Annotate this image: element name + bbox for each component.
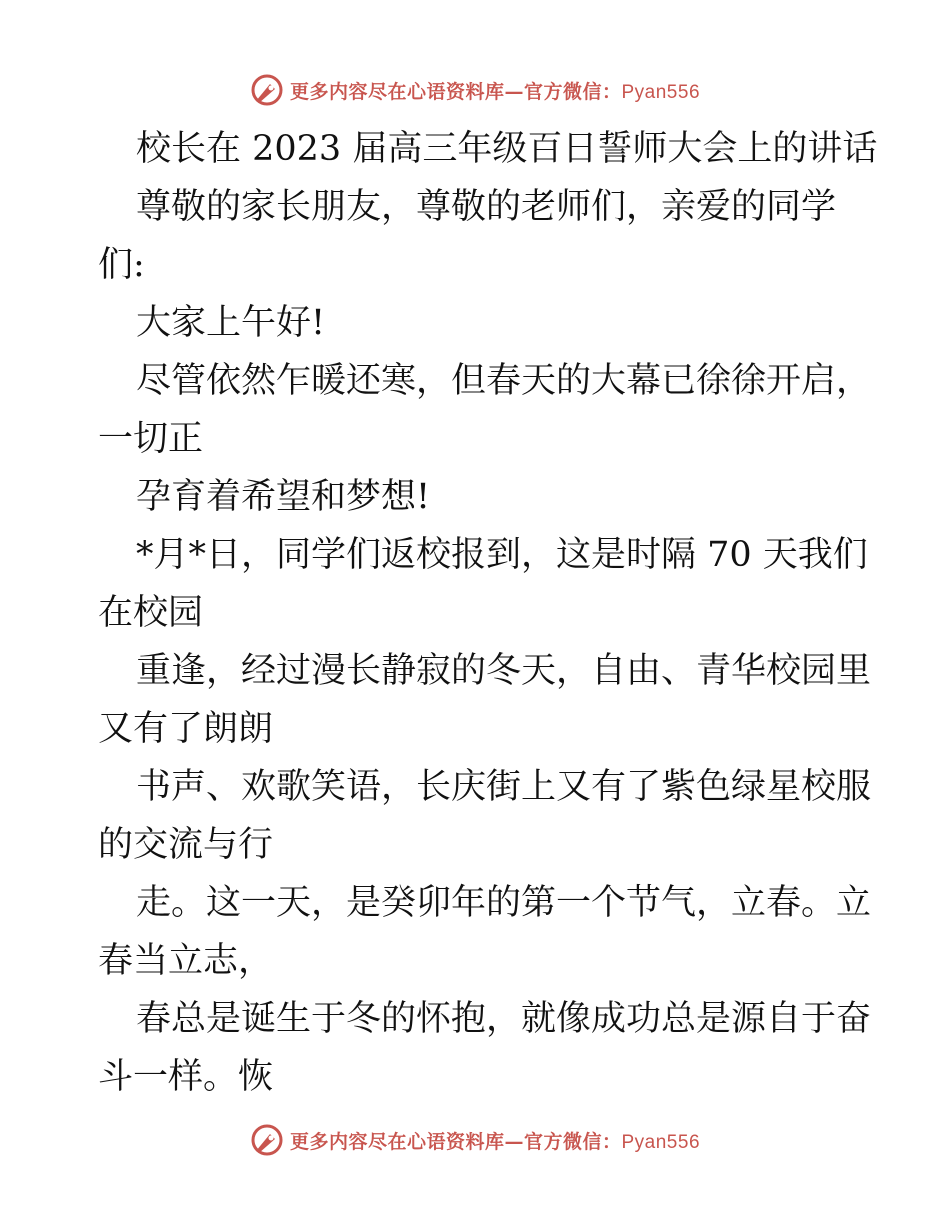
- text-line: 斗一样。恢: [98, 1057, 274, 1097]
- text-line: 的交流与行: [98, 825, 274, 865]
- footer-promo: [290, 1127, 700, 1154]
- text-line: 走。这一天，是癸卯年的第一个节气，立春。立: [136, 883, 872, 923]
- header-banner: [0, 72, 950, 108]
- document-title: 校长在 2023 届高三年级百日誓师大会上的讲话: [136, 129, 878, 169]
- text-line: 大家上午好!: [136, 303, 326, 343]
- header-account: Pyan556: [621, 81, 701, 103]
- pen-nib-logo-icon: [250, 73, 284, 107]
- text-line: 春总是诞生于冬的怀抱，就像成功总是源自于奋: [136, 999, 872, 1039]
- text-line: 重逢，经过漫长静寂的冬天，自由、青华校园里: [136, 651, 872, 691]
- footer-promo-text: 更多内容尽在心语资料库—官方微信：: [289, 1130, 622, 1153]
- pen-nib-logo-icon: [250, 1123, 284, 1157]
- header-promo-text: 更多内容尽在心语资料库—官方微信：: [289, 80, 622, 103]
- footer-account: Pyan556: [621, 1131, 701, 1153]
- header-promo: [290, 77, 700, 104]
- text-line: 在校园: [98, 593, 204, 633]
- text-line: 孕育着希望和梦想!: [136, 477, 431, 517]
- text-line: 们:: [98, 245, 145, 285]
- text-line: 春当立志，: [98, 941, 274, 981]
- text-line: 又有了朗朗: [98, 709, 274, 749]
- text-line: 书声、欢歌笑语，长庆街上又有了紫色绿星校服: [136, 767, 872, 807]
- footer-banner: [0, 1122, 950, 1158]
- text-line: 尊敬的家长朋友，尊敬的老师们，亲爱的同学: [136, 187, 837, 227]
- text-line: 尽管依然乍暖还寒，但春天的大幕已徐徐开启，: [136, 361, 872, 401]
- document-body: [98, 120, 878, 1106]
- text-line: *月*日，同学们返校报到，这是时隔 70 天我们: [136, 535, 868, 575]
- text-line: 一切正: [98, 419, 204, 459]
